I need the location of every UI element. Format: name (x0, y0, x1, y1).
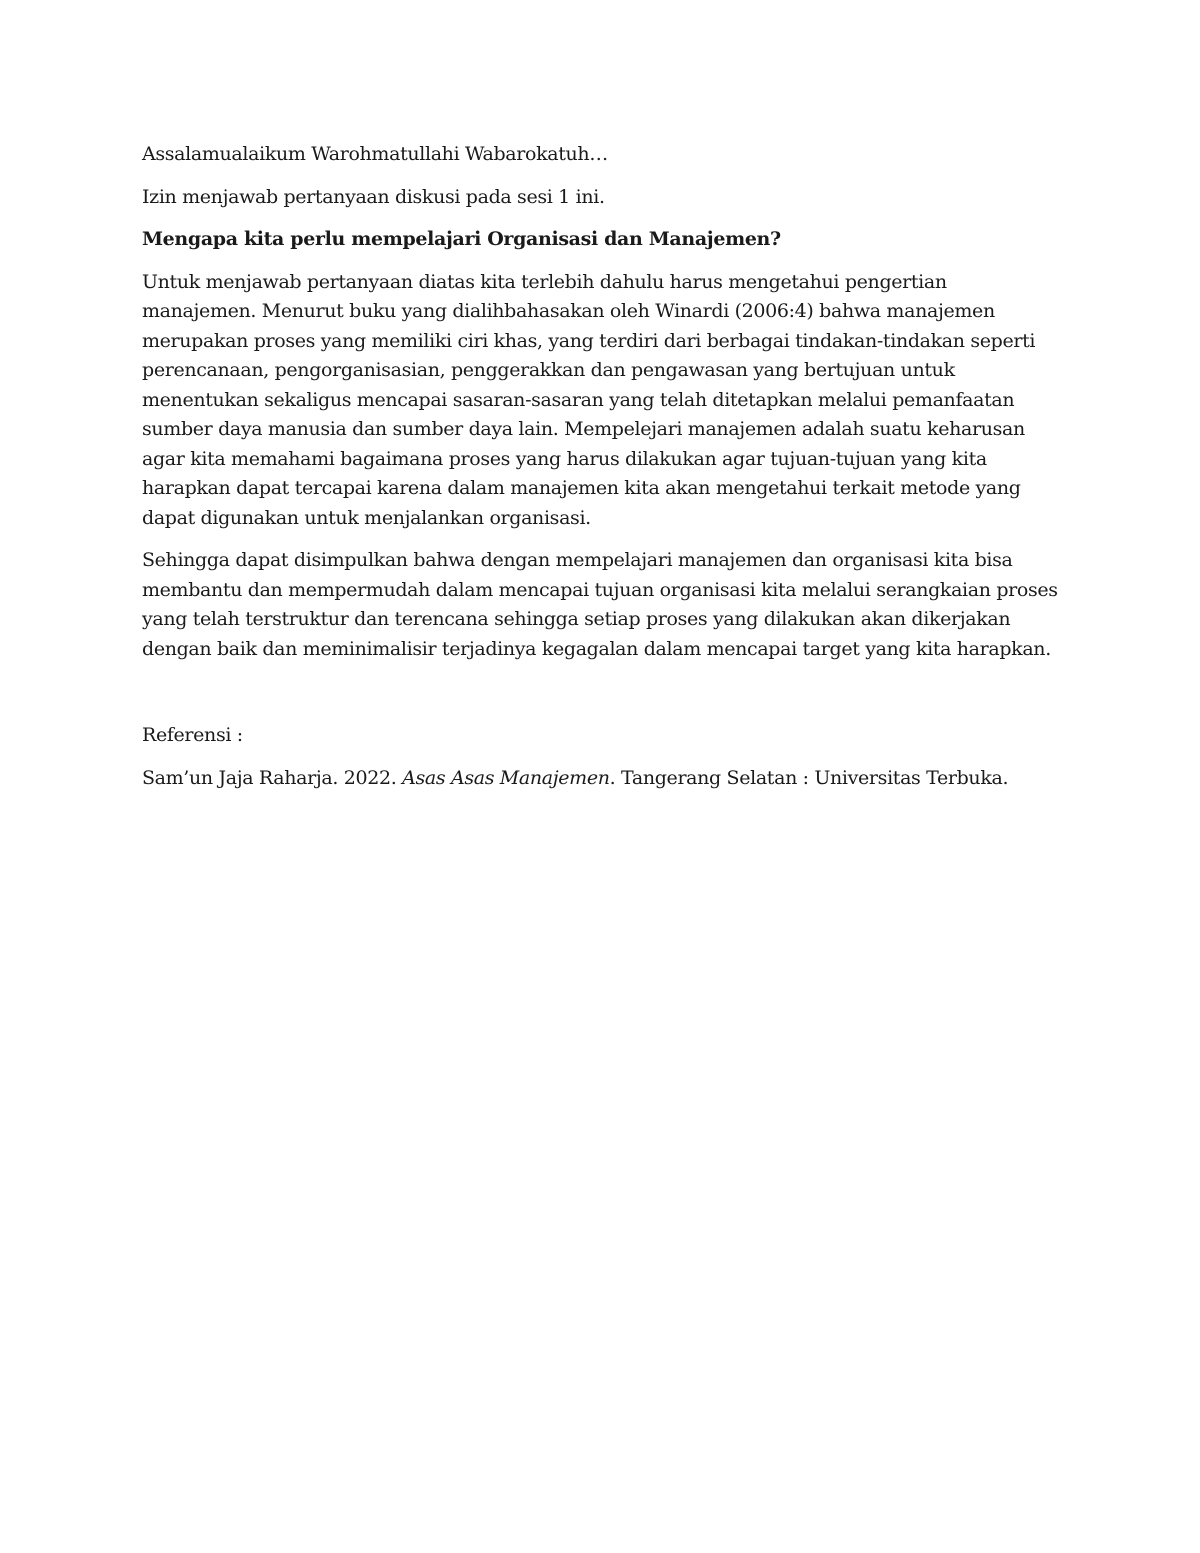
reference-entry (142, 764, 1062, 794)
document-body (142, 140, 1062, 806)
reference-author-year: Sam’un Jaja Raharja. 2022. (142, 766, 403, 789)
reference-book-title: Asas Asas Manajemen (402, 766, 610, 789)
reference-publisher: . Tangerang Selatan : Universitas Terbuka. (609, 766, 1009, 789)
question-heading: Mengapa kita perlu mempelajari Organisasi dan Manajemen? (142, 228, 781, 250)
intro-text: Izin menjawab pertanyaan diskusi pada sesi 1 ini. (142, 185, 605, 208)
greeting-text: Assalamualaikum Warohmatullahi Wabarokatuh… (142, 143, 608, 165)
paragraph-definition: Untuk menjawab pertanyaan diatas kita terlebih dahulu harus mengetahui pengertian manajemen. Menurut buku yang dialihbahasakan oleh Winardi (2006:4) bahwa manajemen merupakan proses yang memiliki ciri khas, yang terdiri dari berbagai tindakan-tindakan seperti perencanaan, pengorganisasian, penggerakkan dan pengawasan yang bertujuan untuk menentukan sekaligus mencapai sasaran-sasaran yang telah ditetapkan melalui pemanfaatan sumber daya manusia dan sumber daya lain. Mempelejari manajemen adalah suatu keharusan agar kita memahami bagaimana proses yang harus dilakukan agar tujuan-tujuan yang kita harapkan dapat tercapai karena dalam manajemen kita akan mengetahui terkait metode yang dapat digunakan untuk menjalankan organisasi. (142, 270, 1036, 529)
paragraph-conclusion: Sehingga dapat disimpulkan bahwa dengan mempelajari manajemen dan organisasi kita bisa membantu dan mempermudah dalam mencapai tujuan organisasi kita melalui serangkaian proses yang telah terstruktur dan terencana sehingga setiap proses yang dilakukan akan dikerjakan dengan baik dan meminimalisir terjadinya kegagalan dalam mencapai target yang kita harapkan. (142, 549, 1058, 660)
reference-heading: Referensi : (142, 724, 243, 746)
blank-line (142, 677, 1062, 721)
